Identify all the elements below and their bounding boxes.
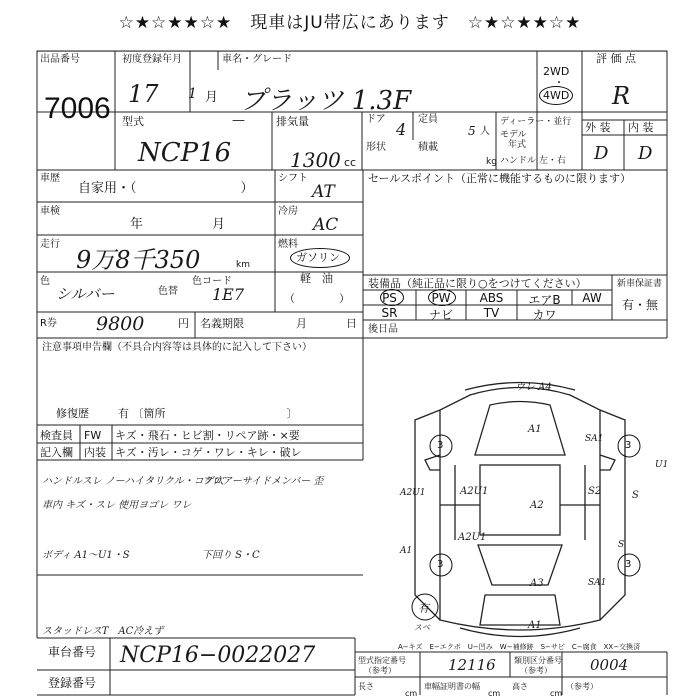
inspector-note-1: ハンドルスレ ノーハイタリクル・コゲ穴 xyxy=(42,476,224,487)
mark-a1-top: A1 xyxy=(528,424,542,435)
fuel-gasoline-circle xyxy=(290,248,350,268)
mark-a2u1-left: A2U1 xyxy=(400,488,426,498)
inspection-month: 月 xyxy=(212,217,226,232)
color-code-value: 1E7 xyxy=(212,285,245,304)
exterior-value: D xyxy=(594,143,609,164)
inspector-note-3: 車内 キズ・スレ 使用ヨゴレ ワレ xyxy=(42,500,192,511)
history-value: 自家用・（ ） xyxy=(78,181,254,196)
mark-a2u1-door: A2U1 xyxy=(460,486,489,497)
model-extra: — xyxy=(232,113,245,128)
inspector-interior-tag: 内装 xyxy=(84,446,106,459)
drive-sep: ・ xyxy=(554,78,564,89)
title-deadline-day: 日 xyxy=(346,317,357,330)
dims-height-unit: cm xyxy=(550,689,563,698)
doors-label: ドア xyxy=(366,114,386,125)
dims-width-unit: cm xyxy=(488,689,501,698)
equipment-ps: PS xyxy=(382,291,397,305)
mileage-label: 走行 xyxy=(40,239,60,250)
notes-label: 注意事項申告欄（不具合内容等は具体的に記入して下さい） xyxy=(42,342,312,353)
capacity-label: 定員 xyxy=(418,114,438,125)
registration-month-unit: 月 xyxy=(205,90,219,105)
fuel-diesel: 軽 油 xyxy=(300,272,333,285)
aircon-value: AC xyxy=(313,215,339,235)
category-label1: 類別区分番号 xyxy=(514,656,562,665)
capacity-value: 5 xyxy=(468,124,476,138)
title-deadline-label: 名義期限 xyxy=(200,317,244,330)
inspector-note-4: ボディ A1〜U1・S xyxy=(42,550,130,561)
equipment-aw: AW xyxy=(582,291,602,305)
header-banner: ☆★☆★★☆★ 現車はJU帯広にあります ☆★☆★★☆★ xyxy=(118,13,582,33)
mark-circle-sub: スベ xyxy=(414,623,430,632)
mark-circle: 有 xyxy=(418,602,429,615)
mileage-value: 9万8千350 xyxy=(76,246,201,274)
designation-label1: 型式指定番号 xyxy=(358,656,406,665)
registration-month: 1 xyxy=(188,86,197,102)
wheel-front-left-number: 3 xyxy=(437,440,444,451)
model-label: 型式 xyxy=(122,115,144,128)
delivery-label: 後日品 xyxy=(368,324,398,335)
equipment-pw-circle xyxy=(428,289,456,306)
equipment-pw: PW xyxy=(431,291,451,305)
chassis-label: 車台番号 xyxy=(48,645,97,659)
category-value: 0004 xyxy=(590,656,629,674)
mark-s-right: S xyxy=(632,490,639,501)
inspector-fw-items: キズ・飛石・ヒビ割・リペア跡・×要 xyxy=(115,429,300,442)
shape-label: 形状 xyxy=(366,142,386,153)
wheel-rear-left-number: 3 xyxy=(437,559,444,570)
car-name-value: プラッツ 1.3F xyxy=(240,86,412,116)
grade-label: 評 価 点 xyxy=(596,52,636,65)
title-deadline-month: 月 xyxy=(296,317,307,330)
model-year-label2: 年式 xyxy=(508,140,527,150)
designation-label2: （参考） xyxy=(364,666,396,675)
fuel-other: （ ） xyxy=(284,292,350,305)
dealer-label: ディーラー・並行 xyxy=(500,117,572,127)
inspection-year: 年 xyxy=(130,217,144,232)
model-year-label1: モデル xyxy=(500,130,527,140)
mark-a3: A3 xyxy=(530,578,544,589)
inspector-note-5: 下回り S・C xyxy=(202,550,260,561)
history-label: 車歴 xyxy=(40,173,60,184)
mark-sa1: SA1 xyxy=(585,434,604,444)
handle-label: ハンドル 左・右 xyxy=(500,156,566,166)
mark-a2: A2 xyxy=(530,500,544,511)
equipment-sr: SR xyxy=(381,306,398,320)
inspector-label2: 記入欄 xyxy=(40,446,73,459)
displacement-unit: cc xyxy=(344,156,357,169)
model-value: NCP16 xyxy=(138,138,232,168)
inspector-note-2: フロアーサイドメンバー 歪 xyxy=(202,476,324,487)
drive-4wd: 4WD xyxy=(543,89,570,102)
mark-s-dot: S xyxy=(618,540,625,550)
color-label: 色 xyxy=(40,276,50,287)
equipment-navi: ナビ xyxy=(428,308,453,322)
recycle-value: 9800 xyxy=(96,313,145,335)
designation-value: 12116 xyxy=(448,656,496,674)
dims-width: 車幅証明書の幅 xyxy=(424,682,480,691)
equipment-leather: カワ xyxy=(532,308,557,322)
drive-2wd: 2WD xyxy=(543,65,570,78)
car-name-label: 車名・グレード xyxy=(222,54,292,65)
inspection-label: 車検 xyxy=(40,206,60,217)
repair-label: 修復歴 xyxy=(56,407,89,420)
mark-a1-bottom: A1 xyxy=(528,620,542,631)
fuel-gasoline: ガソリン xyxy=(296,251,340,264)
warranty-value: 有・無 xyxy=(622,298,659,312)
displacement-label: 排気量 xyxy=(276,115,309,128)
car-diagram xyxy=(415,383,625,637)
shift-label: シフト xyxy=(278,173,308,184)
wheel-front-right-number: 3 xyxy=(625,440,632,451)
mark-a1-bl: A1 xyxy=(400,546,413,556)
equipment-airbag: エアB xyxy=(528,293,561,307)
fuel-label: 燃料 xyxy=(278,239,298,250)
registration-year: 17 xyxy=(128,80,159,108)
displacement-value: 1300 xyxy=(290,148,341,172)
mark-sa1-low: SA1 xyxy=(588,578,607,588)
aircon-label: 冷房 xyxy=(278,206,298,217)
warranty-label: 新車保証書 xyxy=(617,279,663,289)
drive-4wd-circle xyxy=(539,86,573,105)
registration-number-label: 登録番号 xyxy=(48,676,97,690)
equipment-label: 装備品（純正品に限り○をつけてください） xyxy=(368,277,587,290)
load-label: 積載 xyxy=(418,142,438,153)
lot-label: 出品番号 xyxy=(40,54,80,65)
mark-s2: S2 xyxy=(588,486,602,497)
category-label2: （参考） xyxy=(520,666,552,675)
dims-length: 長さ xyxy=(358,682,374,691)
recycle-unit: 円 xyxy=(178,317,189,330)
shift-value: AT xyxy=(312,182,335,202)
mark-top-ure-a4: ウレ A4 xyxy=(515,382,552,393)
mileage-unit: km xyxy=(236,260,250,270)
sales-point-label: セールスポイント（正常に機能するものに限ります） xyxy=(368,172,632,185)
mark-u1-right: U1 xyxy=(655,460,669,470)
dims-ref: （参考） xyxy=(566,682,598,691)
lot-number: 7006 xyxy=(44,92,111,125)
exterior-label: 外 装 xyxy=(585,121,611,134)
registration-label: 初度登録年月 xyxy=(122,54,182,65)
color-change-label: 色替 xyxy=(158,286,178,297)
inspector-interior-items: キズ・汚レ・コゲ・ワレ・キレ・破レ xyxy=(115,446,302,459)
dims-length-unit: cm xyxy=(405,689,418,698)
recycle-label: R券 xyxy=(40,318,57,329)
dims-height: 高さ xyxy=(512,682,528,691)
load-unit: kg xyxy=(486,157,497,167)
color-value: シルバー xyxy=(56,285,115,303)
mark-a2u1-lower: A2U1 xyxy=(458,532,487,543)
interior-label: 内 装 xyxy=(628,121,654,134)
grade-value: R xyxy=(612,82,631,110)
repair-value: 有 〔箇所 〕 xyxy=(118,407,298,420)
damage-legend: A−キズ E−エクボ U−凹み W−補修跡 S−サビ C−腐食 XX−交換済 xyxy=(398,643,641,651)
interior-value: D xyxy=(638,143,653,164)
equipment-abs: ABS xyxy=(479,291,504,305)
equipment-ps-circle xyxy=(380,289,404,306)
capacity-unit: 人 xyxy=(480,126,490,137)
color-code-label: 色コード xyxy=(192,276,232,287)
inspector-fw-tag: FW xyxy=(84,429,102,442)
wheel-rear-right-number: 3 xyxy=(625,559,632,570)
chassis-value: NCP16−0022027 xyxy=(120,643,316,668)
equipment-tv: TV xyxy=(483,306,500,320)
inspector-label1: 検査員 xyxy=(40,429,73,442)
inspector-note-6: スタッドレスT AC冷えず xyxy=(42,626,164,637)
doors-value: 4 xyxy=(396,120,407,139)
